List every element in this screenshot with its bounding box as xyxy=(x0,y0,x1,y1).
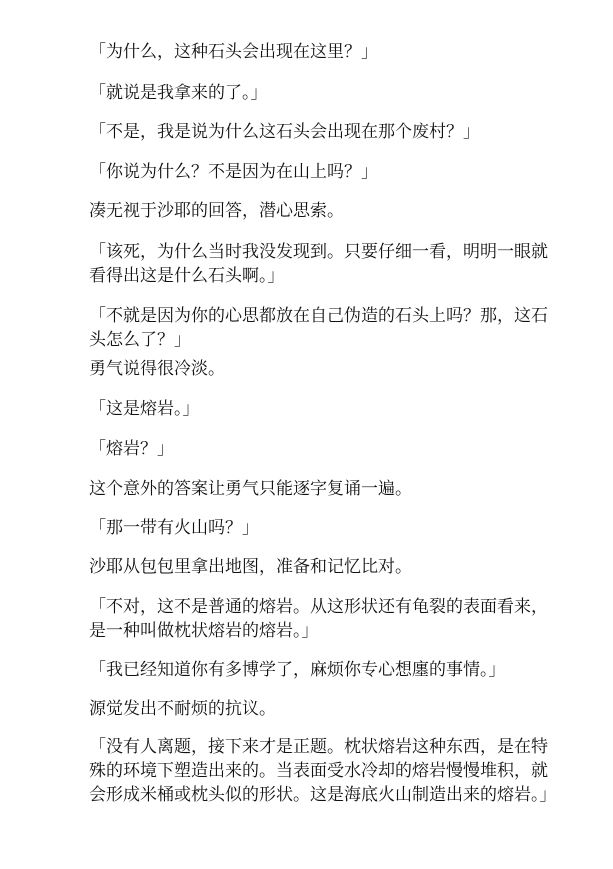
paragraph-13: 沙耶从包包里拿出地图，准备和记忆比对。 xyxy=(89,557,412,577)
paragraph-2: 「就说是我拿来的了。」 xyxy=(89,83,268,103)
paragraph-17: 「没有人离题，接下来才是正题。枕状熔岩这种东西，是在特殊的环境下塑造出来的。当表面受水冷却的熔岩慢慢堆积，就会形成米桶或枕头似的形状。这是海底火山制造出来的熔岩。」 xyxy=(89,737,557,805)
paragraph-10: 「熔岩？」 xyxy=(89,439,174,459)
paragraph-12: 「那一带有火山吗？」 xyxy=(89,518,259,538)
paragraph-15: 「我已经知道你有多博学了，麻烦你专心想廛的事情。」 xyxy=(89,660,506,680)
paragraph-5: 凑无视于沙耶的回答，潜心思索。 xyxy=(89,201,344,221)
paragraph-7: 「不就是因为你的心思都放在自己伪造的石头上吗？那，这石头怎么了？」 xyxy=(89,306,548,350)
paragraph-3: 「不是，我是说为什么这石头会出现在那个废村？」 xyxy=(89,122,480,142)
paragraph-8: 勇气说得很冷淡。 xyxy=(89,359,225,379)
paragraph-11: 这个意外的答案让勇气只能逐字复诵一遍。 xyxy=(89,479,412,499)
paragraph-9: 「这是熔岩。」 xyxy=(89,399,200,419)
paragraph-16: 源觉发出不耐烦的抗议。 xyxy=(89,699,276,719)
paragraph-4: 「你说为什么？不是因为在山上吗？」 xyxy=(89,162,378,182)
paragraph-1: 「为什么，这种石头会出现在这里？」 xyxy=(89,42,378,62)
paragraph-6: 「该死，为什么当时我没发现到。只要仔细一看，明明一眼就看得出这是什么石头啊。」 xyxy=(89,242,548,286)
paragraph-14: 「不对，这不是普通的熔岩。从这形状还有龟裂的表面看来，是一种叫做枕状熔岩的熔岩。」 xyxy=(89,597,548,641)
